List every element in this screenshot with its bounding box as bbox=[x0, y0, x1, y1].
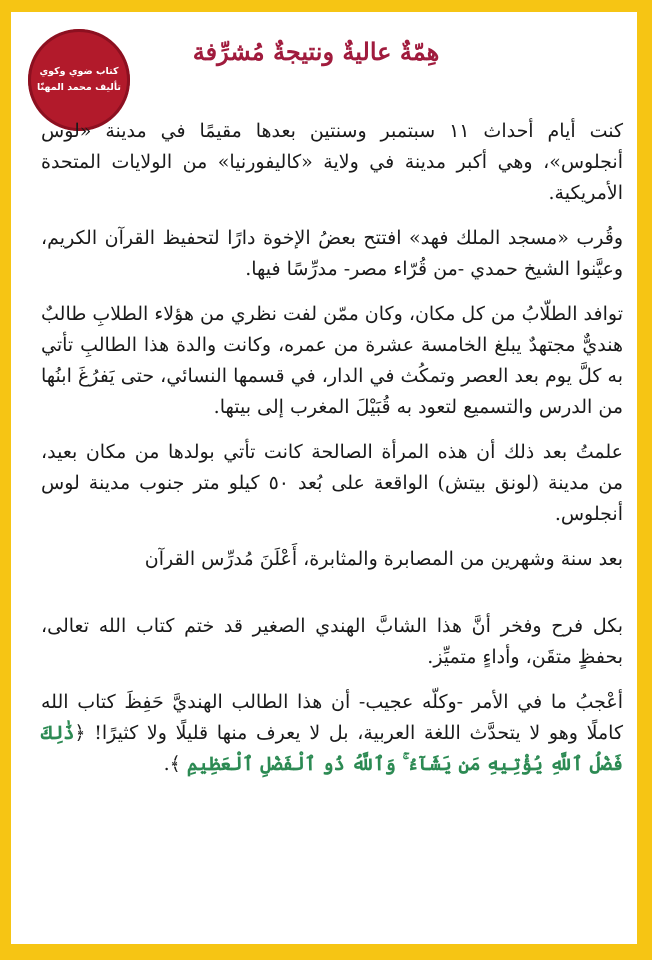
paragraph-7 bbox=[41, 687, 623, 780]
page-title: هِمّةٌ عاليةٌ ونتيجةٌ مُشرِّفة bbox=[192, 37, 440, 66]
paragraph-4: علمتُ بعد ذلك أن هذه المرأة الصالحة كانت تأتي بولدها من مكان بعيد، من مدينة (لونق بيتش) الواقعة على بُعد ٥٠ كيلو متر جنوب مدينة لوس أنجلوس. bbox=[41, 441, 623, 525]
paragraph-7-text: أعْجبُ ما في الأمر -وكلّه عجيب- أن هذا الطالب الهنديَّ حَفِظَ كتاب الله كاملًا وهو لا يتحدَّث اللغة العربية، بل لا يعرف منها قليلًا ولا كثيرًا! ﴿ bbox=[41, 691, 623, 744]
quran-verse: ذَٰلِكَ فَضْلُ ٱللَّهِ يُؤْتِيهِ مَن يَشَآءُ ۚ وَٱللَّهُ ذُو ٱلْفَضْلِ ٱلْعَظِيمِ bbox=[41, 722, 623, 775]
paragraph-2: وقُرب «مسجد الملك فهد» افتتح بعضُ الإخوة دارًا لتحفيظ القرآن الكريم، وعيَّنوا الشيخ حمدي -من قُرّاء مصر- مدرِّسًا فيها. bbox=[41, 227, 623, 280]
paragraph-6: بكل فرح وفخر أنَّ هذا الشابَّ الهندي الصغير قد ختم كتاب الله تعالى، بحفظٍ متقَن، وأداءٍ متميِّز. bbox=[41, 615, 623, 668]
page-frame bbox=[11, 12, 637, 944]
seal-author: تأليف محمد المهنّا bbox=[36, 82, 121, 93]
seal-book-title: كتاب ضوي وكوي bbox=[39, 66, 119, 77]
paragraph-1: كنت أيام أحداث ١١ سبتمبر وسنتين بعدها مقيمًا في مدينة «لوس أنجلوس»، وهي أكبر مدينة في ولاية «كاليفورنيا» من الولايات المتحدة الأمريكية. bbox=[41, 120, 623, 204]
paragraph-5: بعد سنة وشهرين من المصابرة والمثابرة، أَعْلَنَ مُدرِّس القرآن bbox=[144, 548, 623, 570]
quran-verse-close: ﴾. bbox=[163, 753, 187, 775]
paragraph-3: توافد الطلّابُ من كل مكان، وكان ممّن لفت نظري من هؤلاء الطلابِ طالبٌ هنديٌّ مجتهدٌ يبلغ الخامسة عشرة من عمره، وكانت والدة هذا الطالبِ تأتي به كلَّ يوم بعد العصر وتمكُث في الدار، في قسمها النسائي، حتى يَفرُغَ ابنُها من الدرس والتسميع لتعود به قُبَيْلَ المغرب إلى بيتها. bbox=[41, 303, 623, 418]
article-body bbox=[41, 116, 623, 794]
